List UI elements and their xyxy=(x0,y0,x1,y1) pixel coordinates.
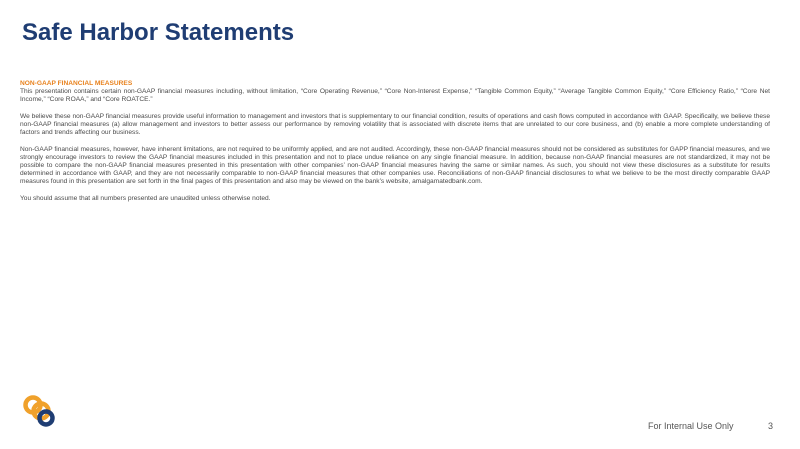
paragraph-intro xyxy=(20,80,770,105)
paragraph-limitations: Non-GAAP financial measures, however, have inherent limitations, are not required to be uniformly applied, and are not audited. Accordingly, these non-GAAP financial measures should not be considered as substitutes for GAPP financial measures, and we strongly encourage investors to review the GAAP financial measures included in this presentation and not to place undue reliance on any single financial measure. In addition, because non-GAAP financial measures are not standardized, it may not be possible to compare the non-GAAP financial measures presented in this presentation with other companies’ non-GAAP financial measures having the same or similar names. As such, you should not view these disclosures as a substitute for results determined in accordance with GAAP, and they are not necessarily comparable to non-GAAP financial measures that other companies use. Reconciliations of non-GAAP financial disclosures to what we believe to be the most directly comparable GAAP measures found in this presentation are set forth in the final pages of this presentation and also may be viewed on the bank’s website, amalgamatedbank.com. xyxy=(20,145,770,186)
company-logo-icon xyxy=(22,394,56,428)
disclaimer-body xyxy=(20,80,770,211)
section-heading: NON-GAAP FINANCIAL MEASURES xyxy=(20,80,133,87)
page-number: 3 xyxy=(768,421,774,431)
page-title: Safe Harbor Statements xyxy=(22,19,295,46)
paragraph-unaudited: You should assume that all numbers presented are unaudited unless otherwise noted. xyxy=(20,194,271,202)
paragraph-benefits: We believe these non-GAAP financial measures provide useful information to management and investors that is supplementary to our financial condition, results of operations and cash flows computed in accordance with GAAP. Specifically, we believe these non-GAAP financial measures (a) allow management and investors to better assess our performance by removing volatility that is associated with discrete items that are unrelated to our core business, and (b) enable a more complete understanding of factors and trends affecting our business. xyxy=(20,112,770,137)
paragraph-text: This presentation contains certain non-GAAP financial measures including, without limitation, “Core Operating Revenue,” “Core Non-Interest Expense,” “Tangible Common Equity,” “Average Tangible Common Equity,” “Core Efficiency Ratio,” “Core Net Income,” “Core ROAA,” and “Core ROATCE.” xyxy=(20,88,770,104)
footer-label: For Internal Use Only xyxy=(648,421,734,431)
